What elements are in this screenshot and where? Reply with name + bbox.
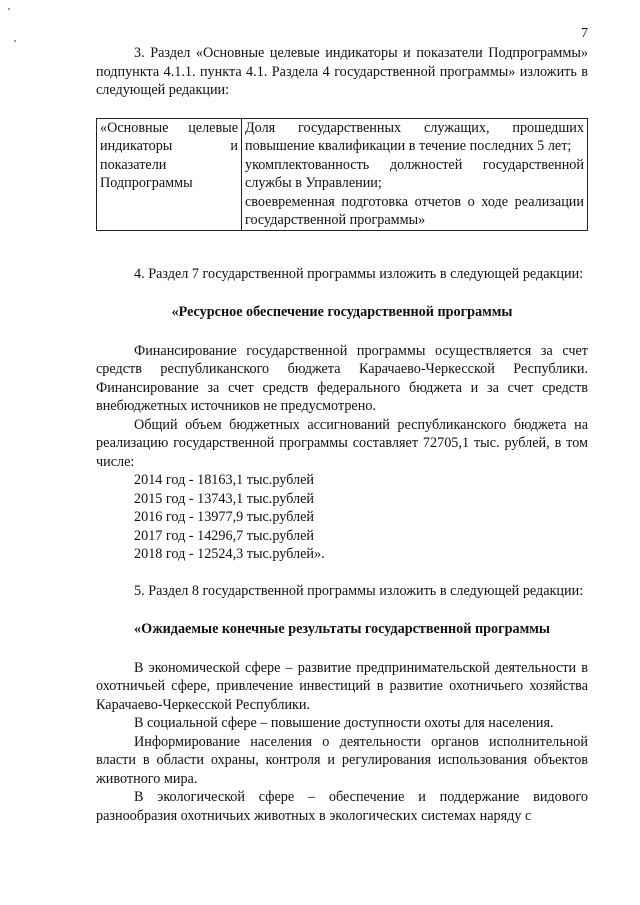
list-item: 2018 год - 12524,3 тыс.рублей».: [134, 546, 325, 562]
document-body: [96, 44, 588, 825]
section3-intro: 3. Раздел «Основные целевые индикаторы и показатели Подпрограммы» подпункта 4.1.1. пункта 4.1. Раздела 4 государственной программы» изложить в следующей редакции:: [96, 45, 588, 98]
list-item: 2014 год - 18163,1 тыс.рублей: [134, 472, 314, 488]
indicator-item: укомплектованность должностей государственной службы в Управлении;: [245, 156, 584, 191]
table-row: [97, 118, 588, 230]
section5-paragraph: В экономической сфере – развитие предпринимательской деятельности в охотничьей сфере, привлечение инвестиций в развитие охотничьего хозяйства Карачаево-Черкесской Республики.: [96, 659, 588, 713]
list-item: 2017 год - 14296,7 тыс.рублей: [134, 527, 314, 544]
scan-speck: [8, 8, 10, 10]
indicator-item: Доля государственных служащих, прошедших повышение квалификации в течение последних 5 лет;: [245, 119, 584, 154]
scan-speck: [14, 40, 16, 42]
section5-intro: 5. Раздел 8 государственной программы изложить в следующей редакции:: [134, 582, 584, 599]
indicators-table: [96, 118, 588, 231]
section4-heading: «Ресурсное обеспечение государственной программы: [171, 304, 513, 320]
list-item: 2016 год - 13977,9 тыс.рублей: [134, 509, 314, 525]
section4-paragraph2: Общий объем бюджетных ассигнований республиканского бюджета на реализацию государственной программы составляет 72705,1 тыс. рублей, в том числе:: [96, 416, 588, 470]
budget-by-year-list: [134, 471, 588, 564]
section5-paragraph: В социальной сфере – повышение доступности охоты для населения.: [134, 715, 554, 731]
section5-paragraph: В экологической сфере – обеспечение и поддержание видового разнообразия охотничьих животных в экологических системах наряду с: [96, 789, 588, 824]
table-cell-indicators-label: [97, 118, 242, 230]
indicators-label: «Основные целевые индикаторы и показатели Подпрограммы: [100, 119, 238, 191]
section4-paragraph1: Финансирование государственной программы осуществляется за счет средств республиканского бюджета Карачаево-Черкесской Республики. Финансирование за счет средств федерального бюджета и за счет средств внебюджетных источников не предусмотрено.: [96, 342, 588, 414]
section5-paragraph: Информирование населения о деятельности органов исполнительной власти в области охраны, контроля и регулирования использования объектов животного мира.: [96, 733, 588, 787]
table-cell-indicators-values: [242, 118, 588, 230]
page-number: 7: [581, 26, 588, 41]
indicator-item: своевременная подготовка отчетов о ходе реализации государственной программы»: [245, 193, 584, 228]
section4-intro: 4. Раздел 7 государственной программы изложить в следующей редакции:: [134, 265, 584, 282]
section5-heading: «Ожидаемые конечные результаты государственной программы: [134, 621, 550, 637]
list-item: 2015 год - 13743,1 тыс.рублей: [134, 490, 314, 507]
